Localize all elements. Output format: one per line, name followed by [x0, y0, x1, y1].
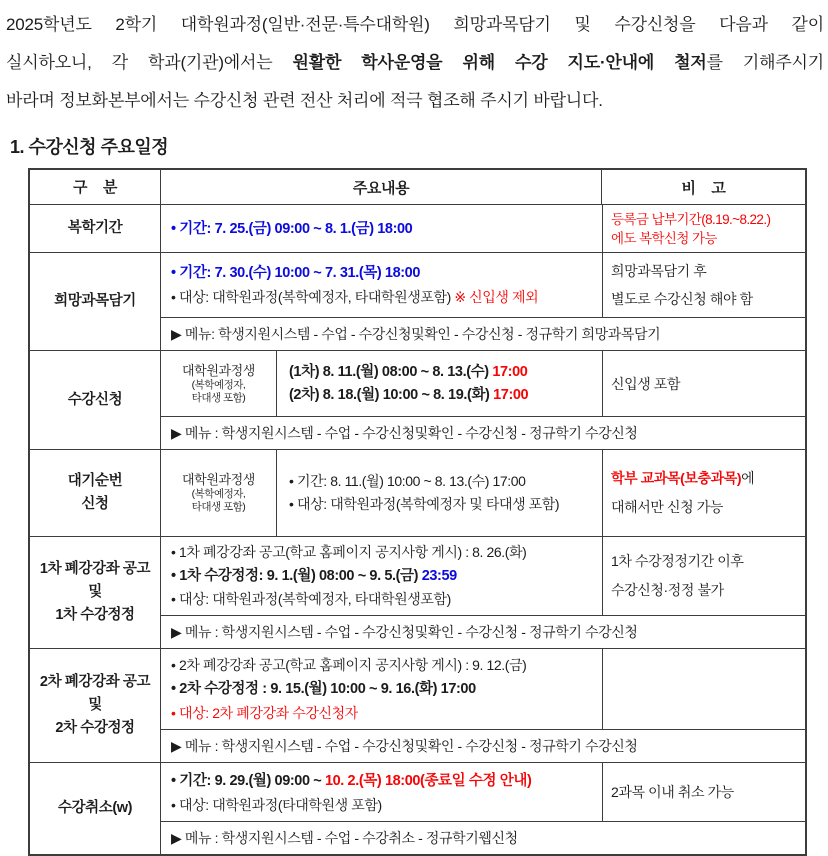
- content-cell: [161, 205, 602, 252]
- note-line: 대해서만 신청 가능: [611, 499, 723, 515]
- intro-line-2-bold: 원활한 학사운영을 위해 수강 지도·안내에 철저: [292, 53, 707, 72]
- row-label: [30, 450, 160, 536]
- target-line: • 대상: 2차 폐강강좌 수강신청자: [171, 705, 358, 721]
- row-first-correction: [30, 536, 805, 648]
- menu-path: ▶ 메뉴 : 학생지원시스템 - 수업 - 수강신청및확인 - 수강신청 - 정규학기 수강신청: [171, 425, 638, 441]
- menu-path: ▶ 메뉴 : 학생지원시스템 - 수업 - 수강신청및확인 - 수강신청 - 정규학기 수강신청: [171, 624, 638, 640]
- row-label: 희망과목담기: [54, 293, 136, 309]
- subgroup-detail: (복학예정자,: [191, 488, 246, 500]
- correction-text: • 1차 수강정정: 9. 1.(월) 08:00 ~ 9. 5.(금): [171, 568, 422, 584]
- row-body: [160, 537, 805, 648]
- content-cell: [161, 763, 602, 821]
- menu-cell: [161, 317, 805, 350]
- row-cancellation: [30, 762, 805, 854]
- row-body: [160, 253, 805, 350]
- note-cell: [602, 763, 805, 821]
- content-cell: [161, 253, 602, 317]
- row-label-line: 및: [88, 584, 102, 600]
- row-label-line: 대기순번: [67, 473, 123, 489]
- content-cell: [161, 537, 602, 615]
- target-line: • 대상: 대학원과정(복학예정자 및 타대생 포함): [289, 496, 560, 512]
- row-wishlist: [30, 252, 805, 350]
- intro-line-2: [6, 44, 824, 82]
- schedule-deadline: 17:00: [492, 363, 528, 380]
- target-exclusion: ※ 신입생 제외: [454, 289, 539, 305]
- schedule-cell: [276, 351, 602, 416]
- subgroup-detail: (복학예정자,: [191, 378, 246, 391]
- row-label-line: 신청: [81, 496, 109, 512]
- schedule-table: [28, 168, 807, 856]
- row-waitlist: [30, 449, 805, 536]
- note-line: 신입생 포함: [611, 375, 681, 392]
- note-line: 에도 복학신청 가능: [611, 230, 717, 246]
- intro-paragraph: [6, 6, 824, 120]
- note-cell: [602, 537, 805, 615]
- correction-line: • 2차 수강정정 : 9. 15.(월) 10:00 ~ 9. 16.(화) 17:00: [171, 681, 476, 697]
- correction-line: [171, 565, 596, 587]
- row-return-period: [30, 204, 805, 252]
- row-label-line: 2차 수강정정: [55, 720, 135, 736]
- subgroup-detail: 타대생 포함): [191, 391, 246, 404]
- header-cell-content: 주요내용: [160, 170, 601, 204]
- row-body: [160, 351, 805, 449]
- row-label-line: 및: [88, 697, 102, 713]
- row-body: [160, 763, 805, 854]
- subgroup-name: 대학원과정생: [182, 472, 255, 487]
- subgroup-cell: [161, 450, 276, 536]
- note-line: [611, 464, 801, 493]
- row-body: [160, 450, 805, 536]
- menu-cell: [161, 615, 805, 648]
- menu-path: ▶ 메뉴 : 학생지원시스템 - 수업 - 수강신청및확인 - 수강신청 - 정규학기 수강신청: [171, 738, 638, 754]
- row-registration: [30, 350, 805, 449]
- note-line: 등록금 납부기간(8.19.~8.22.): [611, 211, 771, 227]
- schedule-text: (2차) 8. 18.(월) 10:00 ~ 8. 19.(화): [289, 386, 494, 403]
- row-second-correction: [30, 648, 805, 762]
- period-line: • 기간: 8. 11.(월) 10:00 ~ 8. 13.(수) 17:00: [289, 473, 526, 489]
- note-cell: [602, 649, 805, 729]
- period-text: • 기간: 9. 29.(월) 09:00 ~: [171, 772, 325, 789]
- target-line: [171, 286, 596, 308]
- target-text: • 대상: 대학원과정(복학예정자, 타대학원생포함): [171, 289, 455, 305]
- period-line: • 기간: 7. 25.(금) 09:00 ~ 8. 1.(금) 18:00: [171, 220, 413, 237]
- note-cell: [602, 450, 805, 536]
- target-line: • 대상: 대학원과정(타대학원생 포함): [171, 796, 382, 813]
- content-cell: [276, 450, 602, 536]
- menu-cell: [161, 729, 805, 762]
- note-cell: [602, 205, 805, 252]
- period-changed: 10. 2.(목) 18:00(종료일 수정 안내): [324, 772, 532, 789]
- schedule-text: (1차) 8. 11.(월) 08:00 ~ 8. 13.(수): [289, 363, 493, 380]
- menu-path: ▶ 메뉴: 학생지원시스템 - 수업 - 수강신청및확인 - 수강신청 - 정규학기 희망과목담기: [171, 326, 661, 342]
- note-cell: [602, 351, 805, 416]
- announce-line: • 1차 폐강강좌 공고(학교 홈페이지 공지사항 게시) : 8. 26.(화): [171, 544, 527, 560]
- header-cell-note: 비 고: [601, 170, 805, 204]
- row-body: [160, 205, 805, 252]
- row-label: [30, 649, 160, 762]
- subgroup-detail: 타대생 포함): [191, 501, 246, 513]
- row-label-line: 1차 수강정정: [55, 607, 135, 623]
- note-line: 수강신청·정정 불가: [611, 582, 724, 598]
- correction-deadline: 23:59: [421, 568, 457, 584]
- schedule-deadline: 17:00: [493, 386, 529, 403]
- header-cell-category: 구 분: [73, 178, 117, 196]
- row-body: [160, 649, 805, 762]
- note-line: 2과목 이내 취소 가능: [611, 784, 734, 800]
- announce-line: • 2차 폐강강좌 공고(학교 홈페이지 공지사항 게시) : 9. 12.(금): [171, 657, 527, 673]
- row-label: 수강신청: [67, 391, 123, 408]
- note-line: 희망과목담기 후: [611, 263, 707, 279]
- row-label-line: 1차 폐강강좌 공고: [39, 561, 151, 577]
- schedule-line-1: [289, 361, 602, 384]
- note-line: 1차 수강정정기간 이후: [611, 553, 744, 569]
- target-line: • 대상: 대학원과정(복학예정자, 타대학원생포함): [171, 591, 451, 607]
- intro-line-1: 2025학년도 2학기 대학원과정(일반·전문·특수대학원) 희망과목담기 및 수강신청을 다음과 같이: [6, 15, 824, 34]
- subgroup-cell: [161, 351, 276, 416]
- intro-line-3: 바라며 정보화본부에서는 수강신청 관련 전산 처리에 적극 협조해 주시기 바랍니다.: [6, 91, 603, 110]
- section-title: 1. 수강신청 주요일정: [10, 137, 169, 157]
- schedule-line-2: [289, 384, 602, 407]
- period-line: • 기간: 7. 30.(수) 10:00 ~ 7. 31.(목) 18:00: [171, 265, 421, 281]
- menu-cell: [161, 416, 805, 449]
- row-label: 수강취소(w): [57, 800, 133, 816]
- menu-cell: [161, 821, 805, 854]
- note-cell: [602, 253, 805, 317]
- subgroup-name: 대학원과정생: [182, 362, 255, 378]
- intro-line-2-post: 를 기해주시기: [706, 53, 824, 72]
- menu-path: ▶ 메뉴 : 학생지원시스템 - 수업 - 수강취소 - 정규학기웹신청: [171, 830, 518, 846]
- note-suffix: 에: [741, 470, 755, 486]
- note-line: 별도로 수강신청 해야 함: [611, 291, 753, 307]
- note-highlight: 학부 교과목(보충과목): [611, 470, 742, 486]
- row-label: 복학기간: [67, 220, 123, 236]
- content-cell: [161, 649, 602, 729]
- row-label-line: 2차 폐강강좌 공고: [39, 674, 151, 690]
- period-line: [171, 769, 596, 792]
- intro-line-2-pre: 실시하오니, 각 학과(기관)에서는: [6, 53, 293, 72]
- table-header-row: [30, 170, 805, 204]
- row-label: [30, 537, 160, 648]
